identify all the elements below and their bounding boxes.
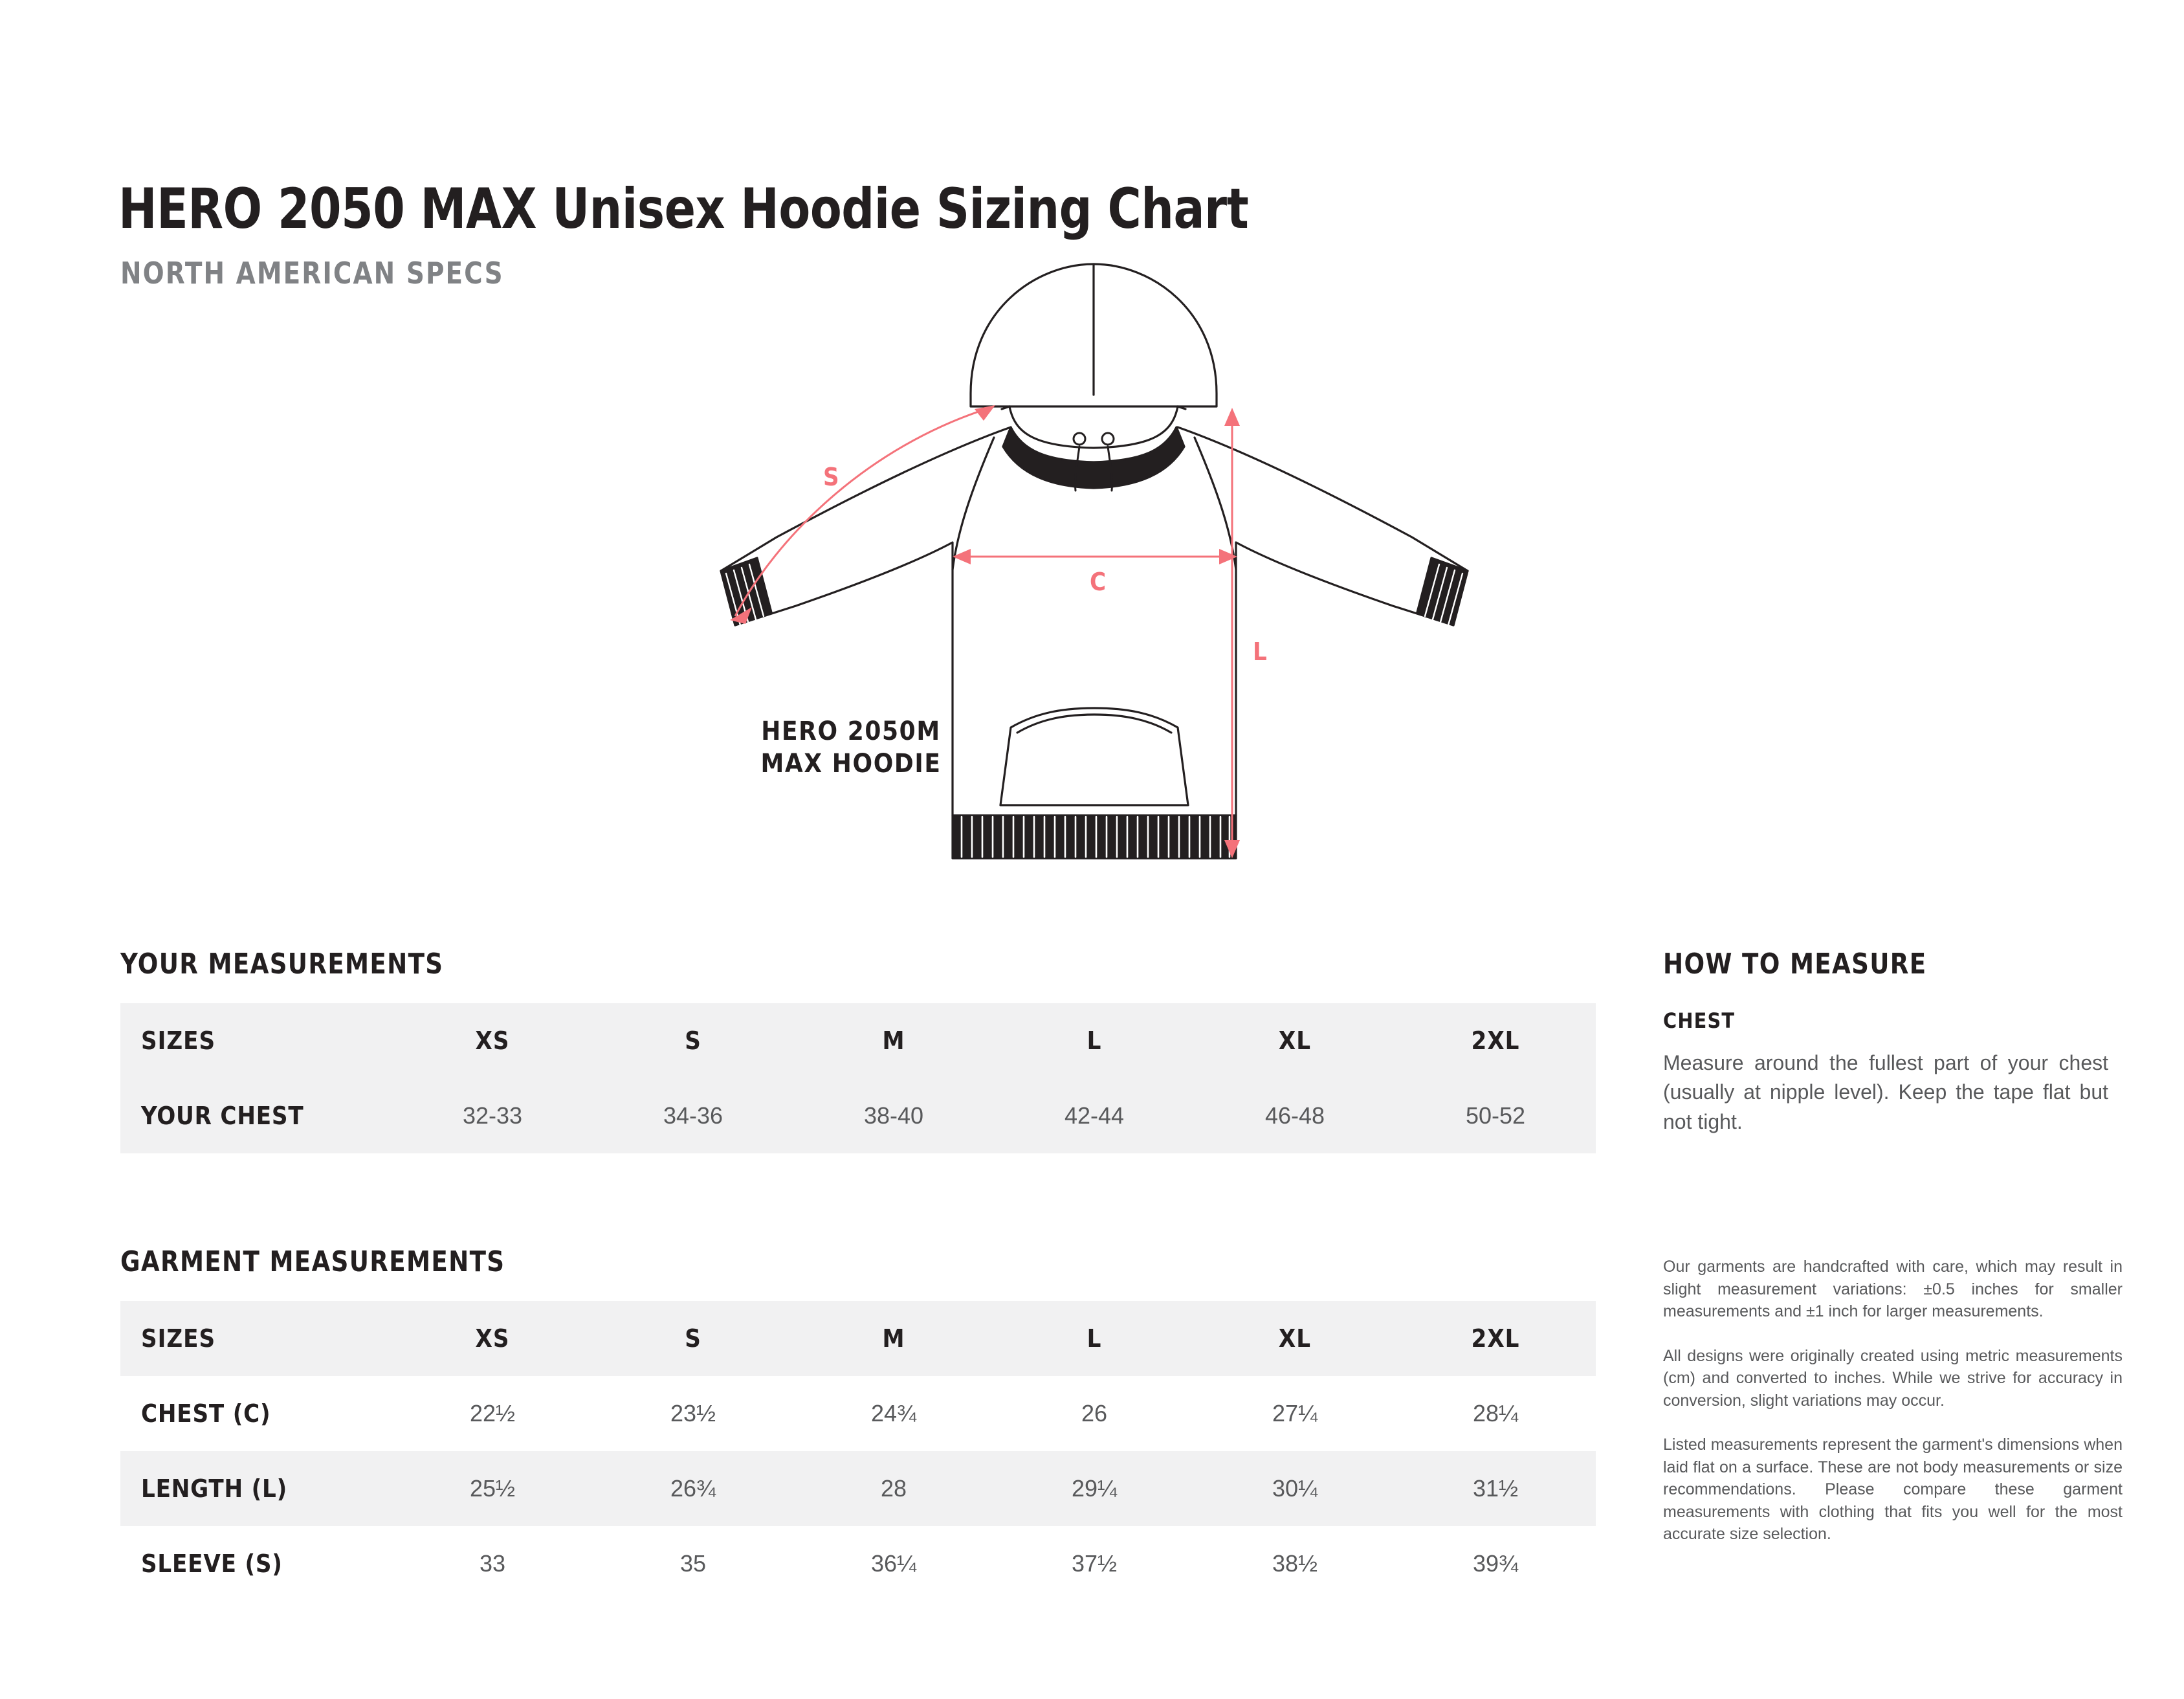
sleeve-callout-label: S: [823, 463, 839, 491]
column-header-2xl: 2XL: [1395, 1301, 1596, 1376]
chest-callout-label: C: [1090, 568, 1107, 596]
cell-your-chest-xs: 32-33: [392, 1078, 593, 1153]
cell-chest-s: 23½: [593, 1376, 793, 1451]
cell-length-xs: 25½: [392, 1451, 593, 1526]
how-to-measure-body: Measure around the fullest part of your chest (usually at nipple level). Keep the tape flat but not tight.: [1663, 1051, 2108, 1133]
column-header-sizes: SIZES: [120, 1301, 392, 1376]
garment-name-line2: MAX HOODIE: [760, 749, 942, 779]
column-header-s: S: [593, 1003, 793, 1078]
column-header-xl: XL: [1195, 1301, 1395, 1376]
note-1: Our garments are handcrafted with care, which may result in slight measurement variations: ±0.5 inches for smaller measurements and ±1 inch for larger measurements.: [1663, 1258, 2123, 1320]
cell-sleeve-xs: 33: [392, 1526, 593, 1601]
cell-sleeve-l: 37½: [994, 1526, 1195, 1601]
row-label-chest: CHEST (C): [120, 1376, 392, 1451]
garment-name-line1: HERO 2050M: [761, 716, 941, 746]
note-3: Listed measurements represent the garment's dimensions when laid flat on a surface. These are not body measurements or size recommendations. Please compare these garment measurements with clothing that fits you well for the most accurate size selection.: [1663, 1436, 2123, 1543]
column-header-l: L: [994, 1003, 1195, 1078]
garment-name-label: [715, 715, 987, 780]
cell-sleeve-s: 35: [593, 1526, 793, 1601]
your-measurements-table: [120, 1003, 1596, 1153]
cell-your-chest-s: 34-36: [593, 1078, 793, 1153]
page-title: HERO 2050 MAX Unisex Hoodie Sizing Chart: [118, 176, 1249, 241]
garment-measurements-table: [120, 1301, 1596, 1601]
your-measurements-heading: YOUR MEASUREMENTS: [120, 948, 444, 981]
column-header-m: M: [793, 1003, 994, 1078]
note-2: All designs were originally created using metric measurements (cm) and converted to inches. While we strive for accuracy in conversion, slight variations may occur.: [1663, 1346, 2123, 1410]
cell-length-l: 29¼: [994, 1451, 1195, 1526]
column-header-xs: XS: [392, 1301, 593, 1376]
row-label-length: LENGTH (L): [120, 1451, 392, 1526]
cell-length-s: 26¾: [593, 1451, 793, 1526]
cell-sleeve-m: 36¼: [793, 1526, 994, 1601]
how-to-measure-heading: HOW TO MEASURE: [1663, 948, 1927, 981]
table-row: [120, 1376, 1596, 1451]
cell-your-chest-2xl: 50-52: [1395, 1078, 1596, 1153]
table-header-row: [120, 1301, 1596, 1376]
cell-chest-2xl: 28¼: [1395, 1376, 1596, 1451]
cell-chest-xs: 22½: [392, 1376, 593, 1451]
column-header-l: L: [994, 1301, 1195, 1376]
cell-chest-m: 24¾: [793, 1376, 994, 1451]
cell-length-m: 28: [793, 1451, 994, 1526]
table-row: [120, 1451, 1596, 1526]
length-callout-label: L: [1253, 638, 1267, 666]
hoodie-illustration: [582, 233, 1618, 919]
page-subtitle: NORTH AMERICAN SPECS: [120, 256, 504, 291]
row-label-your-chest: YOUR CHEST: [120, 1078, 392, 1153]
cell-length-2xl: 31½: [1395, 1451, 1596, 1526]
column-header-2xl: 2XL: [1395, 1003, 1596, 1078]
cell-your-chest-xl: 46-48: [1195, 1078, 1395, 1153]
table-row: [120, 1078, 1596, 1153]
column-header-s: S: [593, 1301, 793, 1376]
cell-your-chest-m: 38-40: [793, 1078, 994, 1153]
cell-your-chest-l: 42-44: [994, 1078, 1195, 1153]
how-to-measure-subheading: CHEST: [1663, 1008, 1736, 1033]
column-header-xs: XS: [392, 1003, 593, 1078]
table-row: [120, 1526, 1596, 1601]
cell-chest-xl: 27¼: [1195, 1376, 1395, 1451]
column-header-sizes: SIZES: [120, 1003, 392, 1078]
column-header-xl: XL: [1195, 1003, 1395, 1078]
table-header-row: [120, 1003, 1596, 1078]
cell-length-xl: 30¼: [1195, 1451, 1395, 1526]
garment-measurements-heading: GARMENT MEASUREMENTS: [120, 1245, 505, 1278]
cell-sleeve-xl: 38½: [1195, 1526, 1395, 1601]
notes-block: [1663, 1256, 2123, 1568]
cell-sleeve-2xl: 39¾: [1395, 1526, 1596, 1601]
column-header-m: M: [793, 1301, 994, 1376]
row-label-sleeve: SLEEVE (S): [120, 1526, 392, 1601]
cell-chest-l: 26: [994, 1376, 1195, 1451]
